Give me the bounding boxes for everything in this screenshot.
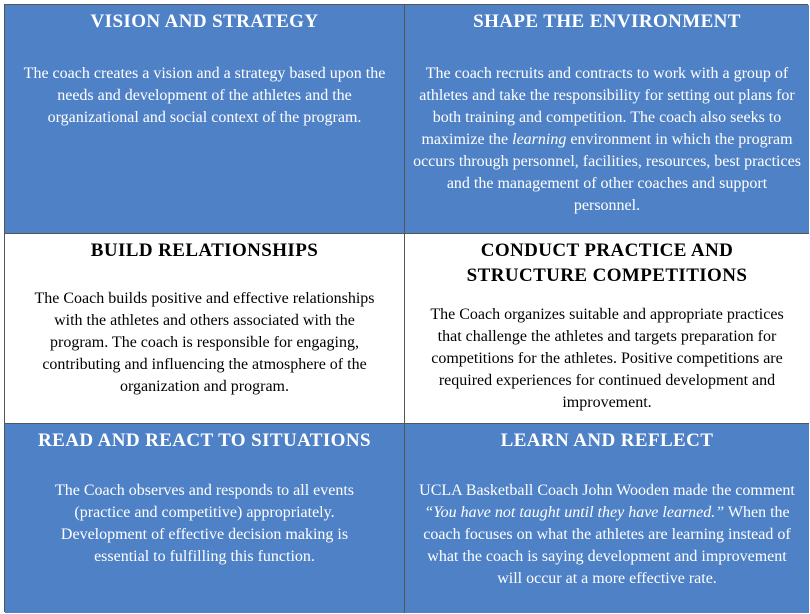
cell-body-emphasis: learning <box>512 131 567 148</box>
cell-title-line2: STRUCTURE COMPETITIONS <box>466 265 748 286</box>
cell-vision-and-strategy <box>5 5 405 234</box>
cell-title: BUILD RELATIONSHIPS <box>90 240 319 261</box>
cell-body <box>413 480 801 590</box>
cell-body-part: environment in which the program occurs through personnel, facilities, resources, best practices and the management of other coaches and support personnel. <box>413 131 801 214</box>
cell-conduct-practice <box>405 234 809 424</box>
cell-body: The Coach observes and responds to all events (practice and competitive) appropriately. Development of effective decision making is essential to fulfilling this function. <box>54 482 355 565</box>
cell-body-emphasis: “You have not taught until they have learned.” <box>424 504 725 521</box>
cell-build-relationships <box>5 234 405 424</box>
cell-body: The coach creates a vision and a strategy based upon the needs and development of the athletes and the organizational and social context of the program. <box>23 65 386 126</box>
cell-title: VISION AND STRATEGY <box>90 11 319 32</box>
cell-title-line1: CONDUCT PRACTICE AND <box>480 240 734 261</box>
cell-shape-the-environment <box>405 5 809 234</box>
cell-body-part: When the coach focuses on what the athletes are learning instead of what the coach is saying development and improvement will occur at a more effective rate. <box>423 504 791 587</box>
cell-body: The Coach organizes suitable and appropriate practices that challenge the athletes and targets preparation for competitions for the athletes. Positive competitions are required experiences for continued development and improvement. <box>430 306 784 411</box>
cell-body: The Coach builds positive and effective relationships with the athletes and others associated with the program. The coach is responsible for engaging, contributing and influencing the atmosphere of the organization and program. <box>34 290 375 395</box>
cell-title: SHAPE THE ENVIRONMENT <box>473 11 741 32</box>
cell-title: READ AND REACT TO SITUATIONS <box>38 430 371 451</box>
cell-body <box>413 63 801 217</box>
cell-body-part: UCLA Basketball Coach John Wooden made the comment <box>419 482 795 499</box>
cell-body-part: The coach recruits and contracts to work with a group of athletes and take the responsibility for setting out plans for both training and competition. The coach also seeks to maximize the <box>419 65 795 148</box>
coaching-functions-table <box>4 4 808 612</box>
cell-read-and-react <box>5 424 405 613</box>
cell-title: LEARN AND REFLECT <box>500 430 714 451</box>
cell-learn-and-reflect <box>405 424 809 613</box>
